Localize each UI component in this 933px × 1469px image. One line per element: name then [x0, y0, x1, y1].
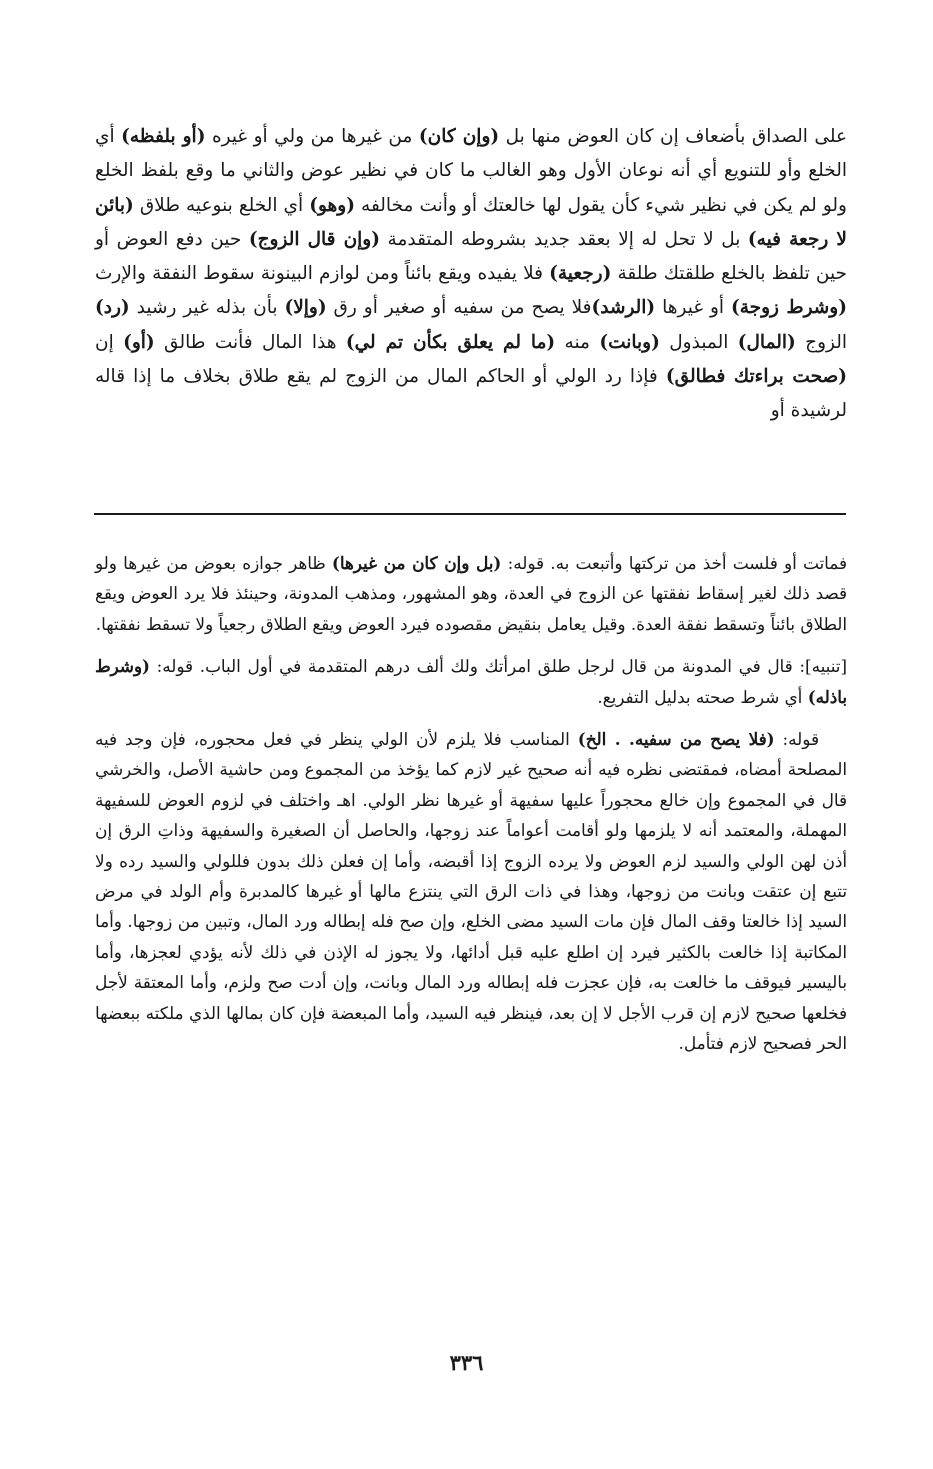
bold-phrase: (رجعية) — [549, 263, 612, 285]
text-run: من غيرها من ولي أو غيره — [205, 126, 419, 147]
bold-phrase: (وإن كان) — [418, 126, 500, 147]
bold-phrase: (بائن لا رجعة فيه) — [95, 194, 847, 250]
text-run: فماتت أو فلست أخذ من تركتها وأتبعت به. قوله: — [501, 553, 847, 573]
main-paragraph — [95, 120, 847, 429]
text-run: بل لا تحل له إلا بعقد جديد بشروطه المتقدمة — [380, 228, 748, 250]
main-text — [95, 120, 847, 429]
commentary-block — [95, 548, 847, 1071]
text-run: هذا المال فأنت طالق — [154, 331, 346, 353]
bold-phrase: (فلا يصح من سفيه. . الخ) — [577, 729, 775, 750]
bold-phrase: (الرشد) — [591, 297, 656, 319]
bold-phrase: (وإن قال الزوج) — [248, 228, 380, 250]
bold-phrase: (وهو) — [309, 194, 355, 216]
bold-phrase: (أو بلفظه) — [121, 126, 206, 147]
bold-phrase: (المال) — [737, 331, 796, 353]
commentary-paragraph-1 — [95, 548, 847, 639]
text-run: المبذول — [659, 331, 738, 353]
text-run: على الصداق بأضعاف إن كان العوض منها بل — [499, 126, 848, 147]
bold-phrase: (رد) — [95, 297, 130, 319]
bold-phrase: (وبانت) — [599, 331, 660, 353]
bold-phrase: (وشرط باذله) — [95, 656, 847, 707]
text-run: أو غيرها — [655, 297, 731, 319]
text-run: ظاهر جوازه بعوض من غيرها ولو قصد ذلك لغير إسقاط نفقتها عن الزوج في العدة، وهو المشهور، ومذهب المدونة، وحينئذ فلا يرد العوض ويقع الطلاق بائناً وتسقط نفقة العدة. وقيل يعامل بنقيض مقصوده فيرد العوض ويقع الطلاق رجعياً ولا تسقط نفقتها. — [95, 553, 847, 634]
text-run: إن — [95, 331, 124, 353]
bold-phrase: (أو) — [123, 331, 155, 353]
footnote-divider — [94, 513, 846, 515]
bold-phrase: (صحت براءتك فطالق) — [665, 366, 847, 388]
text-run: أي الخلع بنوعيه طلاق — [133, 194, 310, 216]
text-run: حين دفع العوض أو حين تلفظ بالخلع طلقتك طلقة — [95, 228, 847, 285]
text-run: [تنبيه]: قال في المدونة من قال لرجل طلق امرأتك ولك ألف درهم المتقدمة في أول الباب. قوله: — [149, 656, 847, 677]
bold-phrase: (وشرط زوجة) — [731, 297, 847, 319]
text-run: قوله: — [774, 729, 819, 750]
text-run: أي الخلع وأو للتنويع أي أنه نوعان الأول وهو الغالب ما كان في نظير عوض والثاني ما وقع بلفظ الخلع ولو لم يكن في نظير شيء كأن يقول لها خالعتك أو وأنت مخالفه — [95, 126, 847, 216]
text-run: أي شرط صحته بدليل التفريع. — [597, 686, 808, 707]
commentary-paragraph-2 — [95, 651, 847, 712]
text-run: فلا يصح من سفيه أو صغير أو رق — [326, 297, 592, 319]
text-run: الزوج — [795, 331, 848, 353]
bold-phrase: (بل وإن كان من غيرها) — [331, 553, 502, 573]
text-run: منه — [555, 331, 600, 353]
commentary-paragraph-3 — [95, 724, 847, 1058]
page-number: ٣٣٦ — [449, 1350, 484, 1375]
text-run: فلا يفيده ويقع بائناً ومن لوازم البينونة سقوط النفقة والإرث — [95, 263, 550, 285]
bold-phrase: (وإلا) — [284, 297, 327, 319]
bold-phrase: (ما لم يعلق بكأن تم لي) — [345, 331, 556, 353]
text-run: بأن بذله غير رشيد — [129, 297, 285, 319]
main-text-block — [95, 120, 847, 429]
text-run: فإذا رد الولي أو الحاكم المال من الزوج لم يقع طلاق بخلاف ما إذا قاله لرشيدة أو — [95, 366, 847, 422]
text-run: المناسب فلا يلزم لأن الولي ينظر في فعل محجوره، فإن وجد فيه المصلحة أمضاه، فمقتضى نظره فيه أنه صحيح غير لازم كما يؤخذ من المجموع ومن حاشية الأصل، والخرشي قال في المجموع وإن خالع محجوراً عليها سفيهة أو غيرها نظر الولي. اهـ واختلف في لزوم العوض للسفيهة المهملة، والمعتمد أنه لا يلزمها ولو أقامت أعواماً عند زوجها، والحاصل أن الصغيرة والسفيهة وذاتِ الرق إن أذن لهن الولي والسيد لزم العوض ولا يرده الزوج إذا أقبضه، وأما إن فعلن ذلك بدون فللولي والسيد رده ولا تتبع إن عتقت وبانت من زوجها، وهذا في ذات الرق التي ينتزع مالها أو غيرها كالمدبرة وأم الولد في مرض السيد إذا خالعتا وقف المال فإن مات السيد مضى الخلع، وإن صح فله إبطاله ورد المال، وتبين من زوجها. وأما المكاتبة إذا خالعت بالكثير فيرد إن اطلع عليه قبل أدائها، ولا يجوز له الإذن في ذلك لأنه يؤدي لعجزها، وأما باليسير فيوقف ما خالعت به، فإن عجزت فله إبطاله ورد المال وبانت، وإن أدت صح ولزم، وأما المعتقة لأجل فخلعها صحيح لازم إن قرب الأجل لا إن بعد، فينظر فيه السيد، وأما المبعضة فإن كان بمالها الذي ملكته ببعضها الحر فصحيح لازم فتأمل. — [95, 729, 847, 1054]
